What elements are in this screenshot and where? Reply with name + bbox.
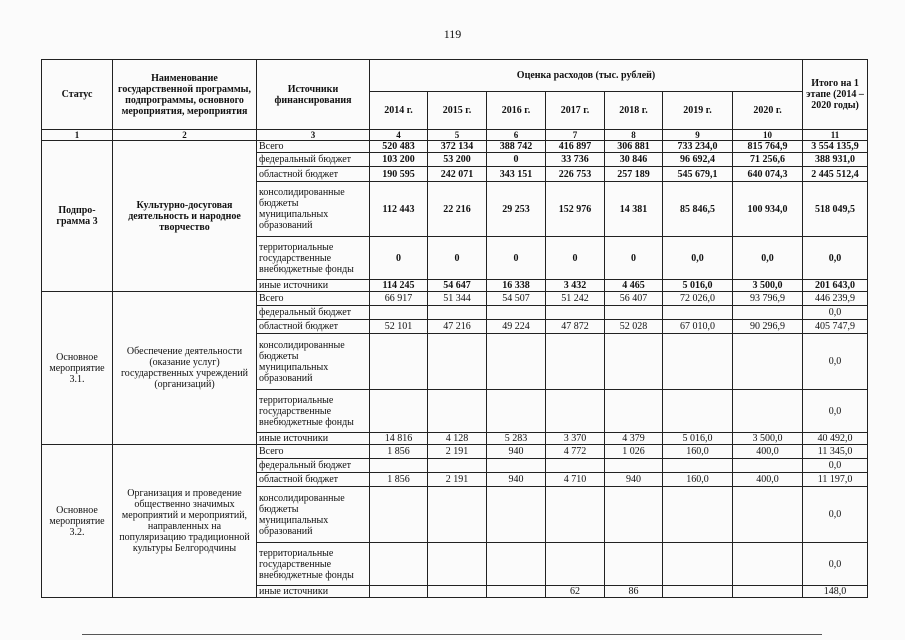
table-body xyxy=(42,141,868,598)
value-cell: 152 976 xyxy=(546,182,605,237)
value-cell: 71 256,6 xyxy=(733,153,803,167)
value-cell xyxy=(428,334,487,390)
value-cell xyxy=(605,487,663,543)
value-cell: 2 191 xyxy=(428,445,487,459)
value-cell: 112 443 xyxy=(370,182,428,237)
value-cell xyxy=(605,334,663,390)
value-cell xyxy=(663,390,733,433)
value-cell: 0 xyxy=(487,237,546,280)
column-index: 5 xyxy=(428,130,487,141)
value-cell xyxy=(428,306,487,320)
value-cell: 14 816 xyxy=(370,433,428,445)
value-cell xyxy=(605,459,663,473)
value-cell: 257 189 xyxy=(605,167,663,182)
header-name: Наименование государственной программы, подпрограммы, основного мероприятия, мероприятия xyxy=(113,60,257,130)
value-cell: 56 407 xyxy=(605,292,663,306)
value-cell xyxy=(428,487,487,543)
value-cell: 5 016,0 xyxy=(663,280,733,292)
funding-source-cell: Всего xyxy=(257,141,370,153)
table-row xyxy=(42,141,868,153)
value-cell: 733 234,0 xyxy=(663,141,733,153)
total-cell: 0,0 xyxy=(803,334,868,390)
funding-source-cell: территориальные государственные внебюджетные фонды xyxy=(257,543,370,586)
value-cell: 4 710 xyxy=(546,473,605,487)
value-cell: 3 370 xyxy=(546,433,605,445)
value-cell xyxy=(487,543,546,586)
value-cell: 1 856 xyxy=(370,473,428,487)
value-cell: 33 736 xyxy=(546,153,605,167)
value-cell: 30 846 xyxy=(605,153,663,167)
header-year: 2017 г. xyxy=(546,92,605,130)
value-cell xyxy=(428,586,487,598)
total-cell: 405 747,9 xyxy=(803,320,868,334)
funding-source-cell: областной бюджет xyxy=(257,473,370,487)
value-cell xyxy=(370,334,428,390)
header-year: 2016 г. xyxy=(487,92,546,130)
value-cell: 4 379 xyxy=(605,433,663,445)
table-row xyxy=(42,445,868,459)
value-cell: 53 200 xyxy=(428,153,487,167)
total-cell: 0,0 xyxy=(803,306,868,320)
value-cell: 0,0 xyxy=(733,237,803,280)
column-index: 4 xyxy=(370,130,428,141)
funding-source-cell: областной бюджет xyxy=(257,167,370,182)
value-cell xyxy=(733,306,803,320)
table-row xyxy=(42,292,868,306)
total-cell: 0,0 xyxy=(803,487,868,543)
value-cell xyxy=(605,390,663,433)
value-cell: 72 026,0 xyxy=(663,292,733,306)
value-cell: 388 742 xyxy=(487,141,546,153)
value-cell: 0 xyxy=(487,153,546,167)
status-cell: Основное мероприятие 3.1. xyxy=(42,292,113,445)
header-year: 2014 г. xyxy=(370,92,428,130)
value-cell: 0 xyxy=(428,237,487,280)
funding-source-cell: иные источники xyxy=(257,280,370,292)
value-cell: 67 010,0 xyxy=(663,320,733,334)
value-cell xyxy=(487,487,546,543)
value-cell: 100 934,0 xyxy=(733,182,803,237)
value-cell xyxy=(487,459,546,473)
value-cell: 640 074,3 xyxy=(733,167,803,182)
value-cell: 5 016,0 xyxy=(663,433,733,445)
value-cell: 0 xyxy=(370,237,428,280)
value-cell: 4 128 xyxy=(428,433,487,445)
total-cell: 388 931,0 xyxy=(803,153,868,167)
value-cell xyxy=(546,334,605,390)
value-cell: 85 846,5 xyxy=(663,182,733,237)
value-cell: 372 134 xyxy=(428,141,487,153)
value-cell: 4 772 xyxy=(546,445,605,459)
funding-source-cell: Всего xyxy=(257,445,370,459)
total-cell: 518 049,5 xyxy=(803,182,868,237)
value-cell xyxy=(663,334,733,390)
value-cell xyxy=(487,306,546,320)
page-number: 119 xyxy=(443,27,462,41)
funding-source-cell: территориальные государственные внебюджетные фонды xyxy=(257,390,370,433)
funding-source-cell: иные источники xyxy=(257,586,370,598)
value-cell xyxy=(546,487,605,543)
header-year: 2020 г. xyxy=(733,92,803,130)
expenditure-table xyxy=(41,59,868,598)
value-cell: 0 xyxy=(605,237,663,280)
value-cell xyxy=(370,487,428,543)
column-index: 2 xyxy=(113,130,257,141)
value-cell xyxy=(546,459,605,473)
value-cell: 545 679,1 xyxy=(663,167,733,182)
total-cell: 148,0 xyxy=(803,586,868,598)
value-cell: 940 xyxy=(605,473,663,487)
total-cell: 2 445 512,4 xyxy=(803,167,868,182)
header-status: Статус xyxy=(42,60,113,130)
value-cell: 306 881 xyxy=(605,141,663,153)
value-cell: 343 151 xyxy=(487,167,546,182)
value-cell: 3 500,0 xyxy=(733,433,803,445)
column-index: 8 xyxy=(605,130,663,141)
value-cell xyxy=(733,334,803,390)
value-cell xyxy=(663,306,733,320)
value-cell xyxy=(428,459,487,473)
program-name-cell: Культурно-досуговая деятельность и народное творчество xyxy=(113,141,257,292)
value-cell xyxy=(546,390,605,433)
funding-source-cell: федеральный бюджет xyxy=(257,306,370,320)
value-cell: 66 917 xyxy=(370,292,428,306)
total-cell: 0,0 xyxy=(803,237,868,280)
value-cell: 2 191 xyxy=(428,473,487,487)
value-cell: 400,0 xyxy=(733,445,803,459)
value-cell: 90 296,9 xyxy=(733,320,803,334)
column-index: 11 xyxy=(803,130,868,141)
header-year: 2015 г. xyxy=(428,92,487,130)
value-cell: 160,0 xyxy=(663,445,733,459)
total-cell: 201 643,0 xyxy=(803,280,868,292)
funding-source-cell: Всего xyxy=(257,292,370,306)
total-cell: 446 239,9 xyxy=(803,292,868,306)
column-index: 7 xyxy=(546,130,605,141)
value-cell: 96 692,4 xyxy=(663,153,733,167)
column-index: 3 xyxy=(257,130,370,141)
header-year: 2018 г. xyxy=(605,92,663,130)
value-cell: 51 344 xyxy=(428,292,487,306)
value-cell: 940 xyxy=(487,445,546,459)
program-name-cell: Обеспечение деятельности (оказание услуг) государственных учреждений (организаций) xyxy=(113,292,257,445)
value-cell: 16 338 xyxy=(487,280,546,292)
value-cell xyxy=(733,543,803,586)
column-index-row xyxy=(42,130,868,141)
value-cell xyxy=(428,543,487,586)
value-cell: 47 216 xyxy=(428,320,487,334)
total-cell: 3 554 135,9 xyxy=(803,141,868,153)
value-cell xyxy=(663,487,733,543)
value-cell xyxy=(663,586,733,598)
funding-source-cell: областной бюджет xyxy=(257,320,370,334)
column-index: 10 xyxy=(733,130,803,141)
header-source: Источники финансирования xyxy=(257,60,370,130)
value-cell xyxy=(733,459,803,473)
value-cell: 520 483 xyxy=(370,141,428,153)
value-cell: 940 xyxy=(487,473,546,487)
value-cell: 47 872 xyxy=(546,320,605,334)
value-cell xyxy=(487,390,546,433)
value-cell xyxy=(546,543,605,586)
total-cell: 40 492,0 xyxy=(803,433,868,445)
program-name-cell: Организация и проведение общественно значимых мероприятий и мероприятий, направленных на популяризацию традиционной культуры Белгородчины xyxy=(113,445,257,598)
status-cell: Основное мероприятие 3.2. xyxy=(42,445,113,598)
value-cell xyxy=(487,334,546,390)
value-cell: 242 071 xyxy=(428,167,487,182)
value-cell: 103 200 xyxy=(370,153,428,167)
value-cell xyxy=(733,487,803,543)
column-index: 6 xyxy=(487,130,546,141)
funding-source-cell: консолидированные бюджеты муниципальных образований xyxy=(257,182,370,237)
value-cell xyxy=(605,306,663,320)
total-cell: 11 345,0 xyxy=(803,445,868,459)
value-cell xyxy=(370,390,428,433)
value-cell xyxy=(370,586,428,598)
value-cell: 160,0 xyxy=(663,473,733,487)
total-cell: 0,0 xyxy=(803,459,868,473)
value-cell: 0 xyxy=(546,237,605,280)
total-cell: 0,0 xyxy=(803,543,868,586)
value-cell: 400,0 xyxy=(733,473,803,487)
value-cell: 190 595 xyxy=(370,167,428,182)
header-year: 2019 г. xyxy=(663,92,733,130)
value-cell: 51 242 xyxy=(546,292,605,306)
value-cell: 3 432 xyxy=(546,280,605,292)
value-cell: 62 xyxy=(546,586,605,598)
value-cell: 49 224 xyxy=(487,320,546,334)
funding-source-cell: консолидированные бюджеты муниципальных образований xyxy=(257,487,370,543)
footer-divider xyxy=(82,634,822,635)
value-cell: 22 216 xyxy=(428,182,487,237)
value-cell: 226 753 xyxy=(546,167,605,182)
header-total: Итого на 1 этапе (2014 – 2020 годы) xyxy=(803,60,868,130)
value-cell: 815 764,9 xyxy=(733,141,803,153)
value-cell: 14 381 xyxy=(605,182,663,237)
value-cell: 114 245 xyxy=(370,280,428,292)
total-cell: 11 197,0 xyxy=(803,473,868,487)
funding-source-cell: федеральный бюджет xyxy=(257,153,370,167)
value-cell xyxy=(487,586,546,598)
value-cell xyxy=(663,543,733,586)
value-cell xyxy=(605,543,663,586)
column-index: 9 xyxy=(663,130,733,141)
total-cell: 0,0 xyxy=(803,390,868,433)
value-cell: 416 897 xyxy=(546,141,605,153)
value-cell: 4 465 xyxy=(605,280,663,292)
value-cell: 1 026 xyxy=(605,445,663,459)
value-cell xyxy=(733,586,803,598)
value-cell xyxy=(370,459,428,473)
value-cell xyxy=(370,543,428,586)
funding-source-cell: федеральный бюджет xyxy=(257,459,370,473)
header-estimate: Оценка расходов (тыс. рублей) xyxy=(370,60,803,92)
status-cell: Подпро-грамма 3 xyxy=(42,141,113,292)
funding-source-cell: иные источники xyxy=(257,433,370,445)
value-cell: 86 xyxy=(605,586,663,598)
value-cell: 5 283 xyxy=(487,433,546,445)
value-cell: 54 647 xyxy=(428,280,487,292)
funding-source-cell: консолидированные бюджеты муниципальных образований xyxy=(257,334,370,390)
value-cell xyxy=(370,306,428,320)
value-cell: 52 028 xyxy=(605,320,663,334)
value-cell: 29 253 xyxy=(487,182,546,237)
column-index: 1 xyxy=(42,130,113,141)
header-row-1 xyxy=(42,60,868,92)
value-cell: 54 507 xyxy=(487,292,546,306)
value-cell: 1 856 xyxy=(370,445,428,459)
value-cell xyxy=(428,390,487,433)
value-cell: 3 500,0 xyxy=(733,280,803,292)
value-cell: 0,0 xyxy=(663,237,733,280)
value-cell: 93 796,9 xyxy=(733,292,803,306)
funding-source-cell: территориальные государственные внебюджетные фонды xyxy=(257,237,370,280)
value-cell xyxy=(546,306,605,320)
value-cell xyxy=(733,390,803,433)
value-cell xyxy=(663,459,733,473)
value-cell: 52 101 xyxy=(370,320,428,334)
